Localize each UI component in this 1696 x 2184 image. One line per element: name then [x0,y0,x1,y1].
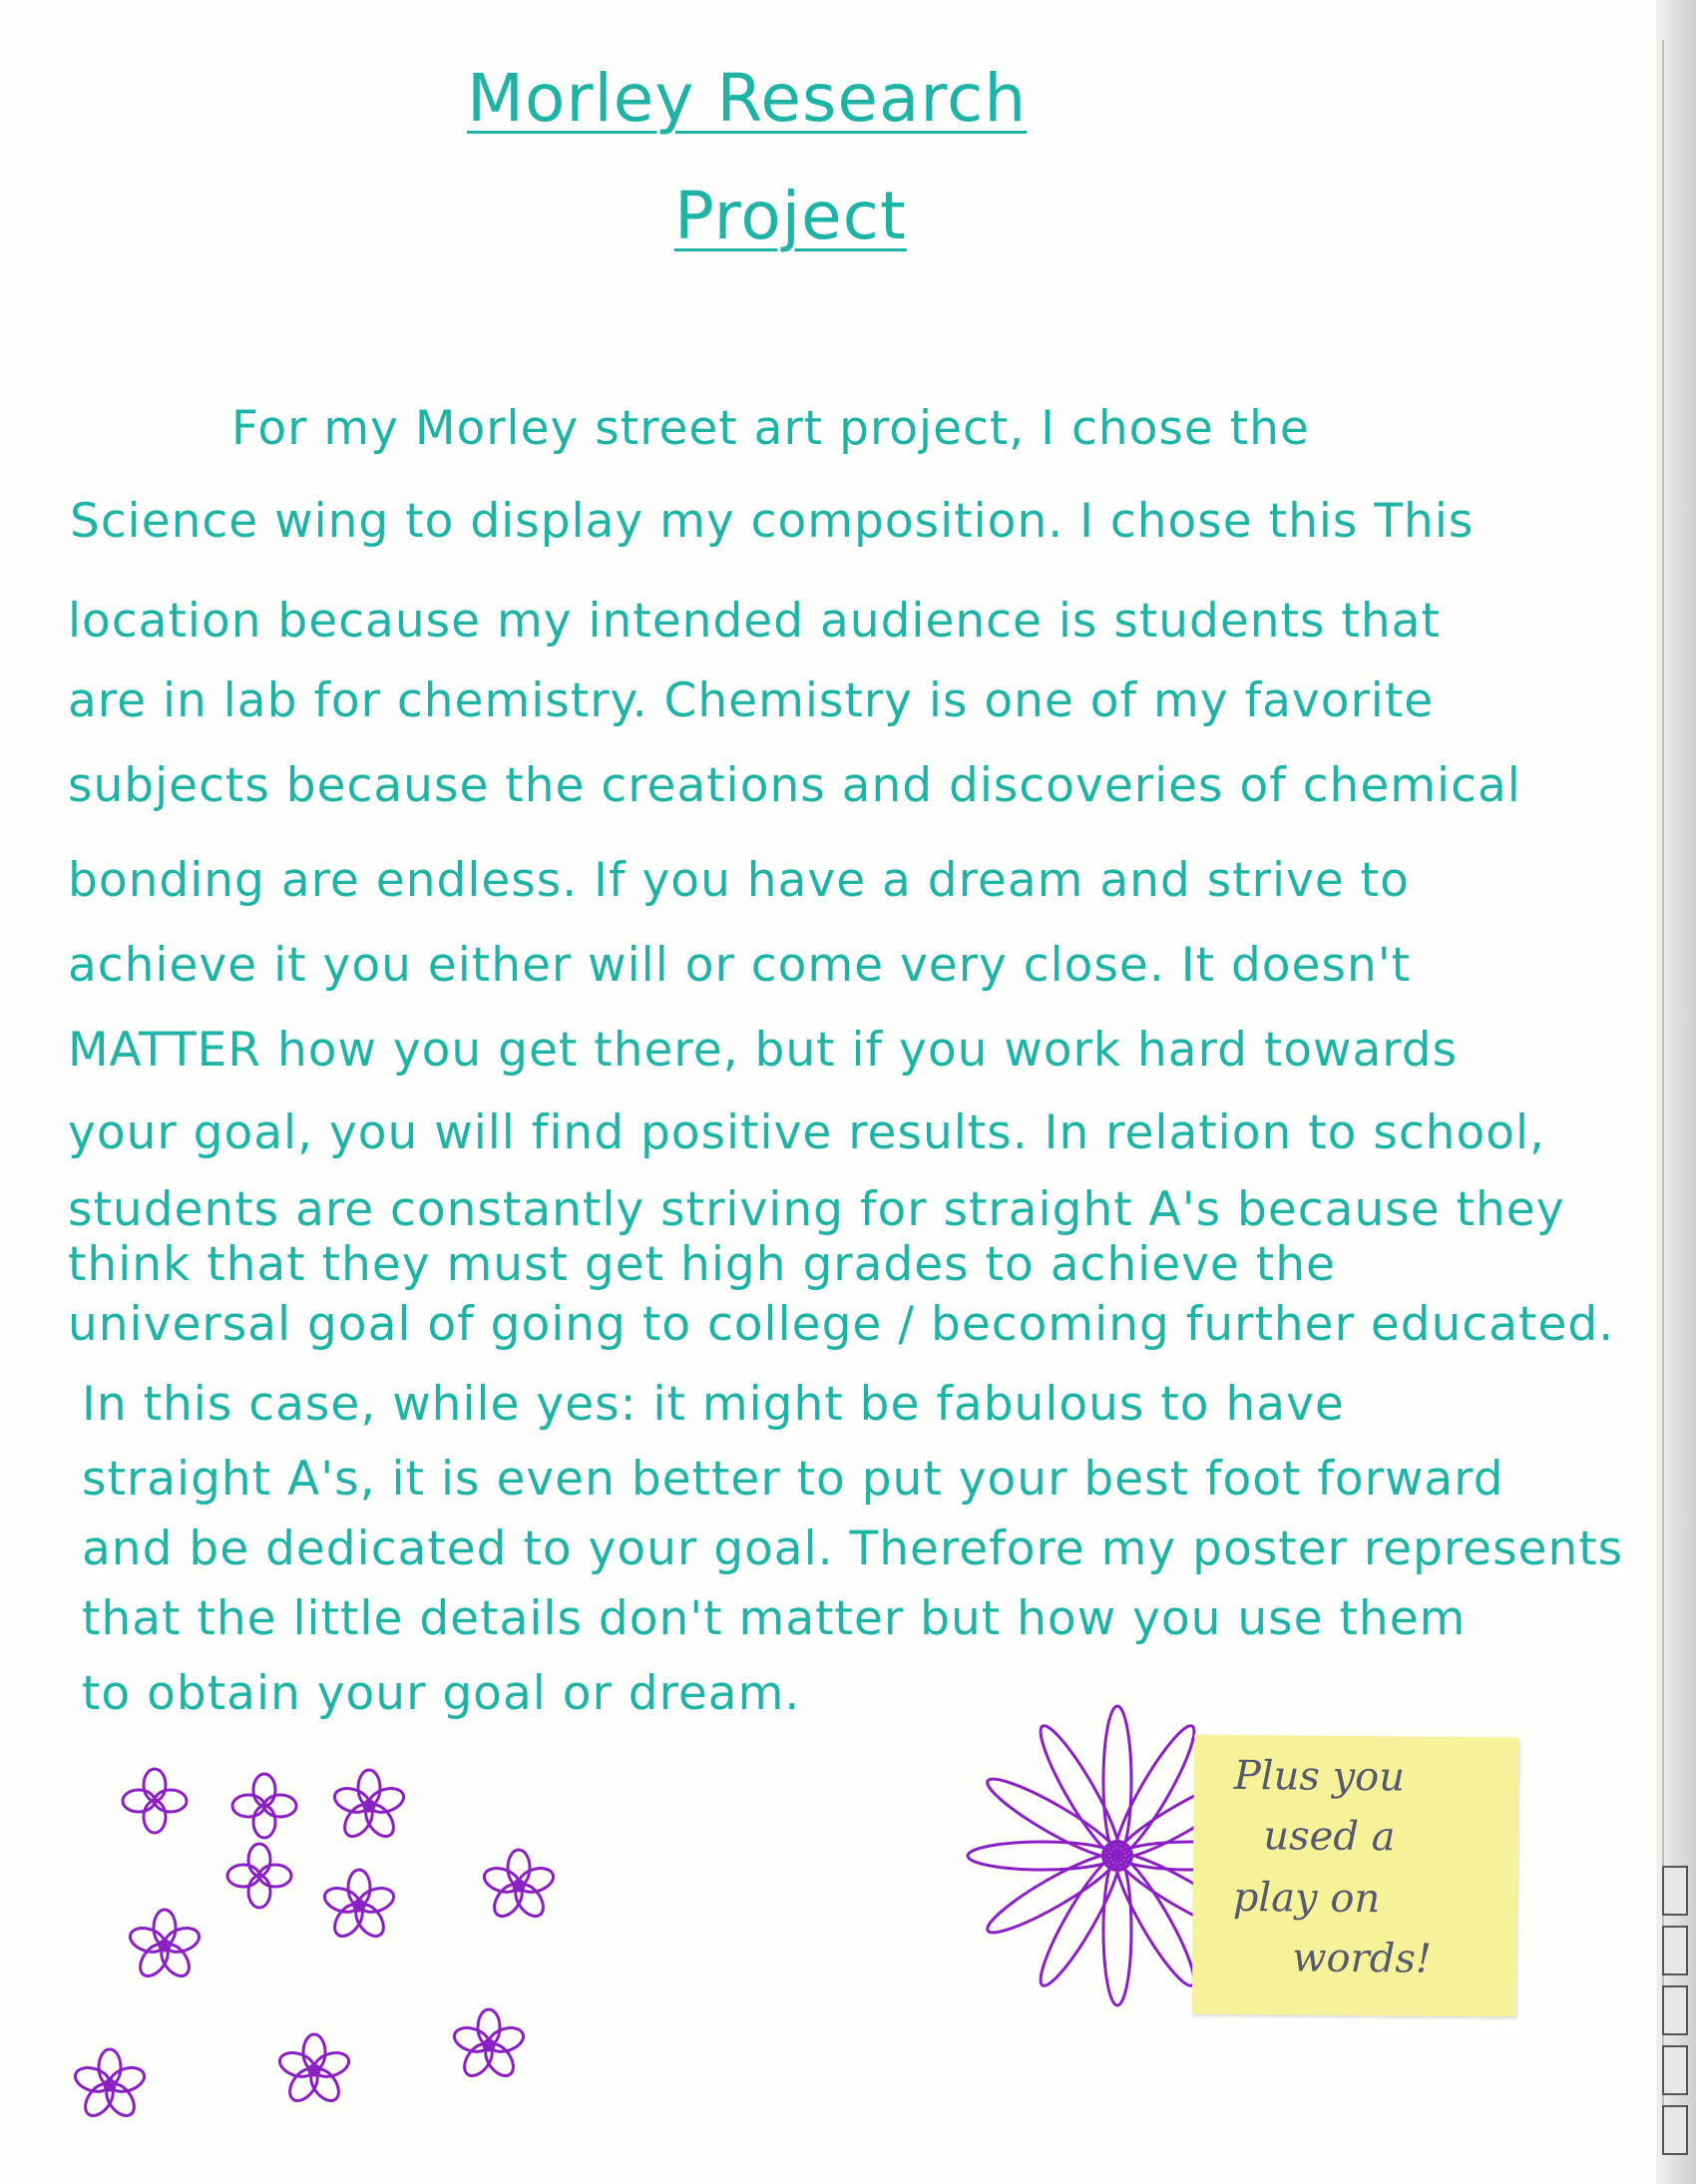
sticky-note-line: words! [1292,1935,1433,1982]
flower-doodle [321,1870,396,1942]
flower-doodle [481,1850,556,1922]
body-line: In this case, while yes: it might be fabulous to have [82,1377,1345,1432]
flower-doodle [451,2009,526,2081]
body-line: For my Morley street art project, I chose the [231,401,1310,456]
flower-doodle [127,1910,202,1981]
body-line: achieve it you either will or come very close. It doesn't [68,938,1412,993]
body-line: subjects because the creations and discoveries of chemical [68,758,1521,813]
body-line: think that they must get high grades to achieve the [68,1237,1336,1292]
flower-doodle [276,2034,351,2106]
sticky-note-line: used a [1263,1813,1396,1861]
body-line: students are constantly striving for straight A's because they [68,1182,1565,1237]
body-line: location because my intended audience is students that [68,594,1441,649]
body-line: Science wing to display my composition. I chose this This [70,494,1475,549]
flower-doodle [72,2049,147,2121]
body-line: your goal, you will find positive results. In relation to school, [68,1105,1545,1160]
body-line: straight A's, it is even better to put your best foot forward [82,1452,1504,1507]
body-line: MATTER how you get there, but if you work hard towards [68,1023,1459,1078]
body-line: and be dedicated to your goal. Therefore my poster represents [82,1522,1624,1576]
body-line: that the little details don't matter but how you use them [82,1591,1467,1646]
flower-doodle [331,1770,406,1842]
title-line-1: Morley Research [467,60,1028,137]
sticky-note [1192,1735,1518,2017]
sticky-note-line: play on [1232,1874,1381,1923]
flower-doodle [232,1774,296,1838]
body-line: are in lab for chemistry. Chemistry is one of my favorite [68,673,1435,728]
body-line: bonding are endless. If you have a dream and strive to [68,853,1410,908]
body-line: to obtain your goal or dream. [82,1666,801,1721]
title-line-2: Project [674,178,907,254]
flower-doodle [123,1769,187,1833]
sticky-note-line: Plus you [1233,1752,1406,1801]
flower-doodle [227,1844,291,1908]
body-line: universal goal of going to college / becoming further educated. [68,1297,1615,1352]
